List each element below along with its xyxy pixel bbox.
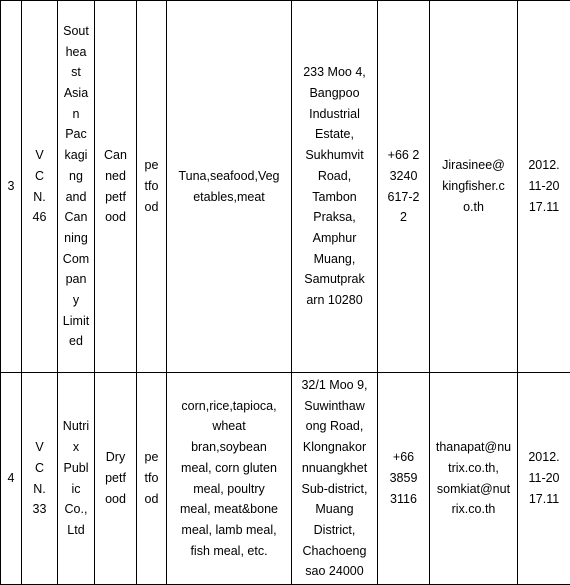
address-cell: 32/1 Moo 9, Suwinthaw ong Road, Klongnakor nnuangkhet Sub-district, Muang District, Chachoeng sao 24000 — [292, 373, 378, 585]
address-cell: 233 Moo 4, Bangpoo Industrial Estate, Sukhumvit Road, Tambon Praksa, Amphur Muang, Samutprak arn 10280 — [292, 1, 378, 373]
email-cell: thanapat@nu trix.co.th, somkiat@nut rix.co.th — [430, 373, 518, 585]
table-row — [1, 373, 570, 585]
category-cell: pe tfo od — [137, 1, 167, 373]
table-row — [1, 1, 570, 373]
date-cell: 2012. 11-20 17.11 — [518, 373, 570, 585]
company-name-cell: Nutri x Publ ic Co., Ltd — [58, 373, 95, 585]
row-index-cell: 4 — [1, 373, 22, 585]
email-cell: Jirasinee@ kingfisher.c o.th — [430, 1, 518, 373]
ingredients-cell: corn,rice,tapioca, wheat bran,soybean meal, corn gluten meal, poultry meal, meat&bone meal, lamb meal, fish meal, etc. — [167, 373, 292, 585]
company-name-cell: Sout hea st Asia n Pac kagi ng and Can ning Com pan y Limit ed — [58, 1, 95, 373]
phone-cell: +66 3859 3116 — [378, 373, 430, 585]
row-index-cell: 3 — [1, 1, 22, 373]
category-cell: pe tfo od — [137, 373, 167, 585]
registration-code-cell: V C N. 33 — [22, 373, 58, 585]
ingredients-cell: Tuna,seafood,Veg etables,meat — [167, 1, 292, 373]
product-type-cell: Dry petf ood — [95, 373, 137, 585]
phone-cell: +66 2 3240 617-2 2 — [378, 1, 430, 373]
date-cell: 2012. 11-20 17.11 — [518, 1, 570, 373]
product-type-cell: Can ned petf ood — [95, 1, 137, 373]
registration-code-cell: V C N. 46 — [22, 1, 58, 373]
